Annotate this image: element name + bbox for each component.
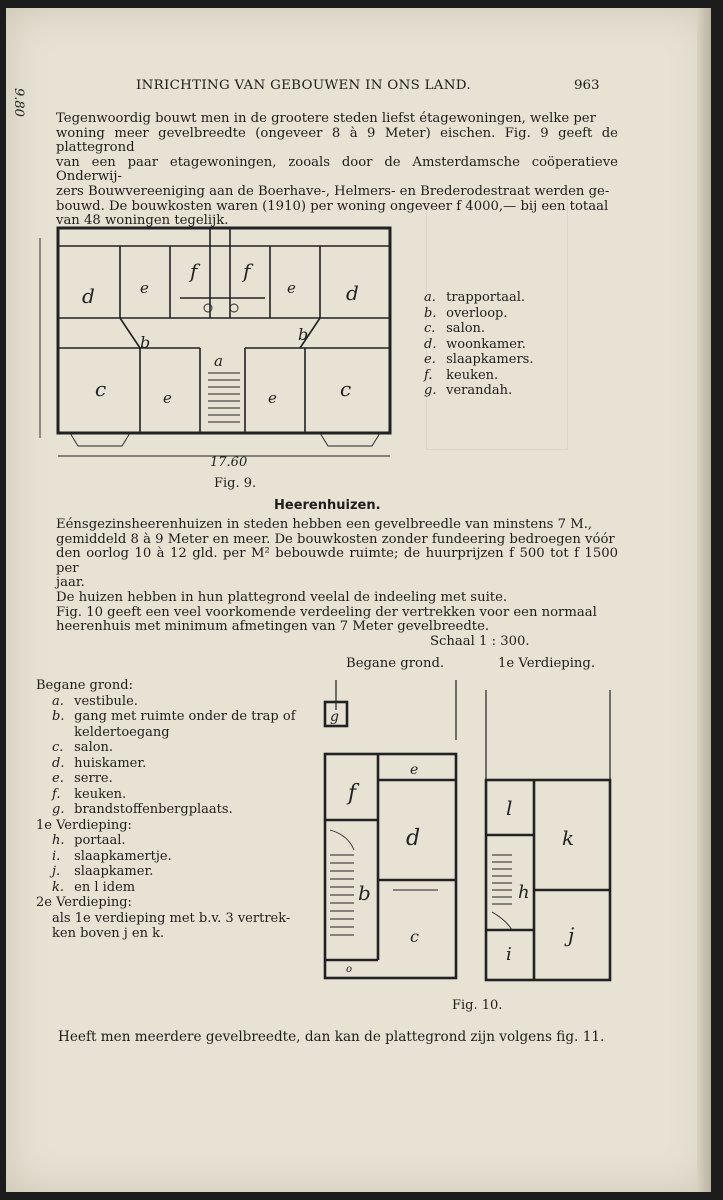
- fig10-room-label: c: [410, 927, 419, 946]
- paragraph-heerenhuizen: [56, 518, 618, 635]
- text-line: De huizen hebben in hun plattegrond veelal de indeeling met suite.: [56, 589, 508, 605]
- fig9-room-label: d: [82, 284, 95, 308]
- legend-title: Begane grond:: [36, 678, 133, 693]
- legend-item: d. woonkamer.: [424, 336, 526, 352]
- fig9-room-label: e: [287, 279, 296, 297]
- fig10-room-label: g: [330, 709, 339, 725]
- legend-item: g. brandstoffenbergplaats.: [52, 802, 233, 817]
- text-line: Eénsgezinsheerenhuizen in steden hebben een gevelbreedle van minstens 7 M.,: [56, 517, 593, 532]
- legend-item: j. slaapkamer.: [52, 864, 154, 879]
- legend-title: 2e Verdieping:: [36, 895, 132, 910]
- fig10-room-label: f: [348, 781, 357, 806]
- legend-item: f. keuken.: [52, 786, 127, 802]
- fig10-room-label: d: [406, 826, 421, 851]
- legend-item: c. salon.: [424, 321, 486, 336]
- legend-title: 1e Verdieping:: [36, 817, 132, 833]
- fig9-room-label: b: [298, 325, 309, 344]
- book-page: [6, 8, 711, 1192]
- fig9-room-label: a: [214, 352, 223, 370]
- text-line: Fig. 10 geeft een veel voorkomende verdeeling der vertrekken voor een normaal: [56, 604, 597, 620]
- legend-item: a. vestibule.: [52, 693, 138, 709]
- fig10-room-label: b: [358, 881, 371, 905]
- running-header: INRICHTING VAN GEBOUWEN IN ONS LAND.: [136, 78, 471, 93]
- legend-line: als 1e verdieping met b.v. 3 vertrek-: [52, 910, 291, 926]
- text-line: bouwd. De bouwkosten waren (1910) per woning ongeveer f 4000,— bij een totaal: [56, 198, 609, 214]
- legend-item: h. portaal.: [52, 833, 126, 848]
- text-line: Tegenwoordig bouwt men in de grootere steden liefst étagewoningen, welke per: [56, 111, 596, 126]
- legend-item: e. serre.: [52, 771, 113, 786]
- fig9-room-label: e: [163, 389, 172, 407]
- legend-item: g. verandah.: [424, 383, 513, 398]
- fig10-first-floor-plan: [476, 680, 626, 990]
- fig10-scale: Schaal 1 : 300.: [430, 634, 530, 649]
- fig9-room-label: d: [346, 281, 359, 305]
- fig10-room-label: k: [562, 826, 575, 850]
- legend-item: k. en l idem: [52, 879, 136, 895]
- legend-item: c. salon.: [52, 740, 114, 755]
- fig10-room-label: j: [568, 923, 575, 947]
- text-line: van 48 woningen tegelijk.: [56, 213, 229, 229]
- fig10-legend: [36, 678, 296, 942]
- fig10-caption: Fig. 10.: [452, 998, 503, 1013]
- legend-item: i. slaapkamertje.: [52, 848, 172, 864]
- fig9-room-label: c: [95, 377, 107, 401]
- legend-item: f. keuken.: [424, 367, 499, 383]
- fig9-room-label: c: [340, 377, 352, 401]
- legend-item: keldertoegang: [74, 724, 170, 740]
- text-line: woning meer gevelbreedte (ongeveer 8 à 9 Meter) eischen. Fig. 9 geeft de plattegrond: [56, 125, 618, 156]
- legend-item: b. overloop.: [424, 305, 508, 321]
- fig10-room-label: o: [346, 964, 353, 975]
- book-spine-shadow: [697, 8, 711, 1192]
- fig9-room-label: f: [243, 259, 251, 283]
- fig9-room-label: e: [140, 279, 149, 297]
- legend-item: d. huiskamer.: [52, 755, 147, 771]
- fig10-room-label: h: [518, 882, 530, 903]
- text-line: van een paar etagewoningen, zooals door de Amsterdamsche coöperatieve Onderwij-: [56, 154, 618, 185]
- fig9-caption: Fig. 9.: [214, 476, 257, 491]
- fig9-width-dimension: 17.60: [210, 455, 248, 470]
- text-line: jaar.: [56, 575, 85, 591]
- fig10-label-ground: Begane grond.: [346, 656, 445, 671]
- text-line: heerenhuis met minimum afmetingen van 7 Meter gevelbreedte.: [56, 619, 490, 635]
- legend-item: b. gang met ruimte onder de trap of: [52, 709, 296, 724]
- text-line: den oorlog 10 à 12 gld. per M² bebouwde ruimte; de huurprijzen f 500 tot f 1500 per: [56, 546, 618, 576]
- fig10-room-label: l: [506, 796, 513, 820]
- fig9-room-label: f: [190, 259, 198, 283]
- fig10-label-first: 1e Verdieping.: [498, 656, 596, 671]
- fig9-height-dimension: 9.80: [11, 88, 26, 117]
- legend-item: a. trapportaal.: [424, 290, 526, 305]
- closing-line: Heeft men meerdere gevelbreedte, dan kan de plattegrond zijn volgens fig. 11.: [58, 1029, 605, 1045]
- legend-item: e. slaapkamers.: [424, 352, 534, 367]
- text-line: gemiddeld 8 à 9 Meter en meer. De bouwkosten zonder fundeering bedroegen vóór: [56, 531, 615, 547]
- page-number: 963: [574, 78, 600, 93]
- fig10-room-label: i: [506, 944, 512, 965]
- text-line: zers Bouwvereeniging aan de Boerhave-, Helmers- en Brederodestraat werden ge-: [56, 183, 610, 199]
- fig9-room-label: b: [140, 333, 151, 352]
- fig10-ground-floor-plan: [318, 680, 468, 990]
- fig9-room-label: e: [268, 389, 277, 407]
- legend-line: ken boven j en k.: [52, 926, 165, 941]
- fig10-room-label: e: [410, 762, 419, 778]
- section-heading: Heerenhuizen.: [274, 498, 381, 513]
- fig9-legend: [424, 290, 533, 399]
- paragraph-etagewoningen: [56, 112, 618, 229]
